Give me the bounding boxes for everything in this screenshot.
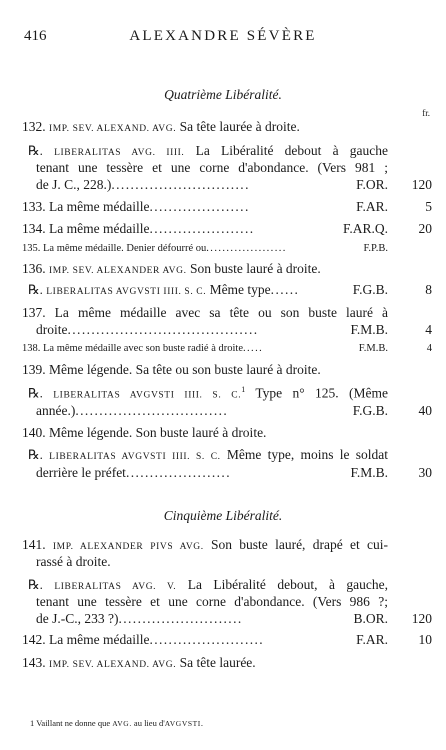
entry-number: 132. <box>22 119 46 134</box>
entry-140-reverse-end <box>0 465 446 485</box>
footnote-text: au lieu d' <box>131 718 165 728</box>
entry-143 <box>0 655 446 675</box>
entry-number: 135. <box>22 243 41 254</box>
entry-number: 143. <box>22 655 46 670</box>
leader-dots: ............................. <box>111 177 250 192</box>
reverse-description: Type n° 125. (Même <box>245 385 388 401</box>
entry-number: 137. <box>22 305 46 320</box>
metal-code: F.M.B. <box>358 343 388 354</box>
obverse-legend: IMP. SEV. ALEXAND. AVG. <box>49 660 177 670</box>
entry-136-reverse <box>0 282 446 302</box>
metal-code: F.AR. <box>356 199 388 214</box>
metal-code: F.AR. <box>356 632 388 647</box>
price-value: 30 <box>418 465 432 480</box>
obverse-legend: IMP. SEV. ALEXANDER AVG. <box>49 266 187 276</box>
metal-code: F.G.B. <box>352 403 388 418</box>
reverse-description: Même type <box>206 282 271 297</box>
leader-dots: ................................ <box>75 403 229 418</box>
price-value: 20 <box>418 221 432 236</box>
reverse-description-cont: derrière le préfet <box>36 465 126 480</box>
leader-dots: ...................... <box>149 221 255 236</box>
running-header <box>24 28 422 48</box>
entry-text: La même médaille. Denier défourré ou <box>43 243 207 254</box>
entry-text: La même médaille <box>49 199 150 214</box>
reverse-description: La Libéralité debout à gauche <box>184 143 389 158</box>
reverse-mark: ℞. <box>28 385 43 401</box>
footnote-text: Vaillant ne donne que <box>34 718 113 728</box>
leader-dots: ...... <box>270 282 300 297</box>
page-number: 416 <box>24 28 47 44</box>
obverse-description: Son buste lauré à droite. <box>186 261 321 276</box>
reverse-date: de J. C., 228.) <box>36 177 112 192</box>
obverse-legend: IMP. SEV. ALEXAND. AVG. <box>49 124 177 134</box>
price-value: 10 <box>418 632 432 647</box>
reverse-legend: LIBERALITAS AVGVSTI IIII. S. C. <box>46 287 207 297</box>
reverse-legend: LIBERALITAS AVGVSTI IIII. S. C. <box>49 452 221 462</box>
footnote-ref: 1 <box>241 385 246 394</box>
leader-dots: ........................ <box>149 632 265 647</box>
price-value: 4 <box>425 322 432 337</box>
entry-132 <box>0 119 446 139</box>
footnote <box>30 718 203 728</box>
price-value: 8 <box>425 282 432 297</box>
entry-text: La même médaille avec son buste radié à droite <box>43 343 243 354</box>
price-value: 5 <box>425 199 432 214</box>
entry-141-reverse-end <box>0 611 446 631</box>
entry-text: Même légende. Sa tête ou son buste lauré à droite. <box>49 362 321 377</box>
entry-text: La même médaille avec sa tête ou son buste lauré à <box>54 305 388 320</box>
obverse-description: Sa tête laurée à droite. <box>176 119 300 134</box>
section-title-quatrieme: Quatrième Libéralité. <box>164 87 282 102</box>
reverse-mark: ℞. <box>28 143 43 158</box>
reverse-description: Même type, moins le soldat <box>220 447 388 462</box>
metal-code: F.M.B. <box>350 322 388 337</box>
entry-text: La même médaille <box>49 632 150 647</box>
metal-code: F.P.B. <box>363 243 388 254</box>
entry-number: 133. <box>22 199 46 214</box>
reverse-mark: ℞. <box>28 447 43 462</box>
obverse-description: Sa tête laurée. <box>176 655 256 670</box>
running-title: ALEXANDRE SÉVÈRE <box>129 28 317 44</box>
entry-139-reverse-end <box>0 403 446 423</box>
entry-138 <box>0 343 446 363</box>
reverse-mark: ℞. <box>28 577 43 592</box>
reverse-date: de J.-C., 233 ?) <box>36 611 119 626</box>
price-value: 40 <box>418 403 432 418</box>
price-value: 4 <box>426 343 432 354</box>
entry-number: 140. <box>22 425 46 440</box>
obverse-description-cont: rassé à droite. <box>36 554 111 569</box>
entry-text-cont: droite <box>36 322 68 337</box>
footnote-word: AVGVSTI <box>164 719 201 728</box>
reverse-legend: LIBERALITAS AVGVSTI IIII. S. C. <box>53 390 242 401</box>
reverse-mark: ℞. <box>28 282 43 297</box>
entry-text: La même médaille <box>49 221 150 236</box>
metal-code: B.OR. <box>353 611 388 626</box>
entry-139-reverse <box>0 385 446 405</box>
leader-dots: ........................................ <box>67 322 259 337</box>
entry-133 <box>0 199 446 219</box>
entry-132-reverse-end <box>0 177 446 197</box>
footnote-text: . <box>200 718 204 728</box>
leader-dots: ...................... <box>125 465 231 480</box>
entry-134 <box>0 221 446 241</box>
entry-139 <box>0 362 446 382</box>
entry-142 <box>0 632 446 652</box>
obverse-description: Son buste lauré, drapé et cui- <box>203 537 388 552</box>
entry-136 <box>0 261 446 281</box>
footnote-word: AVG. <box>112 719 132 728</box>
footnote-mark: 1 <box>30 718 35 728</box>
entry-text: Même légende. Son buste lauré à droite. <box>49 425 267 440</box>
reverse-description-cont: tenant une tessère et une corne d'abondance. (Vers 986 ?; <box>36 594 388 609</box>
metal-code: F.G.B. <box>352 282 388 297</box>
entry-number: 141. <box>22 537 46 552</box>
entry-number: 134. <box>22 221 46 236</box>
metal-code: F.AR.Q. <box>342 221 388 236</box>
reverse-legend: LIBERALITAS AVG. V. <box>54 582 177 592</box>
section-title-cinquieme: Cinquième Libéralité. <box>163 508 283 523</box>
entry-140 <box>0 425 446 445</box>
entry-number: 142. <box>22 632 46 647</box>
leader-dots: ..................... <box>149 199 250 214</box>
leader-dots: .......................... <box>118 611 243 626</box>
metal-code: F.OR. <box>356 177 388 192</box>
entry-number: 139. <box>22 362 46 377</box>
price-value: 120 <box>411 611 432 626</box>
leader-dots: ..... <box>243 343 264 354</box>
value-column-label: fr. <box>422 108 430 118</box>
entry-137-cont <box>0 322 446 342</box>
metal-code: F.M.B. <box>350 465 388 480</box>
price-value: 120 <box>411 177 432 192</box>
entry-140-reverse <box>0 447 446 467</box>
reverse-description-cont: tenant une tessère et une corne d'abondance. (Vers 981 ; <box>36 160 388 175</box>
obverse-legend: IMP. ALEXANDER PIVS AVG. <box>52 542 204 552</box>
entry-number: 136. <box>22 261 46 276</box>
entry-141-cont <box>0 554 446 574</box>
reverse-date: année.) <box>36 403 76 418</box>
reverse-description: La Libéralité debout, à gauche, <box>176 577 389 592</box>
leader-dots: .................... <box>206 243 287 254</box>
reverse-legend: LIBERALITAS AVG. IIII. <box>54 148 185 158</box>
entry-number: 138. <box>22 343 41 354</box>
entry-135 <box>0 243 446 263</box>
